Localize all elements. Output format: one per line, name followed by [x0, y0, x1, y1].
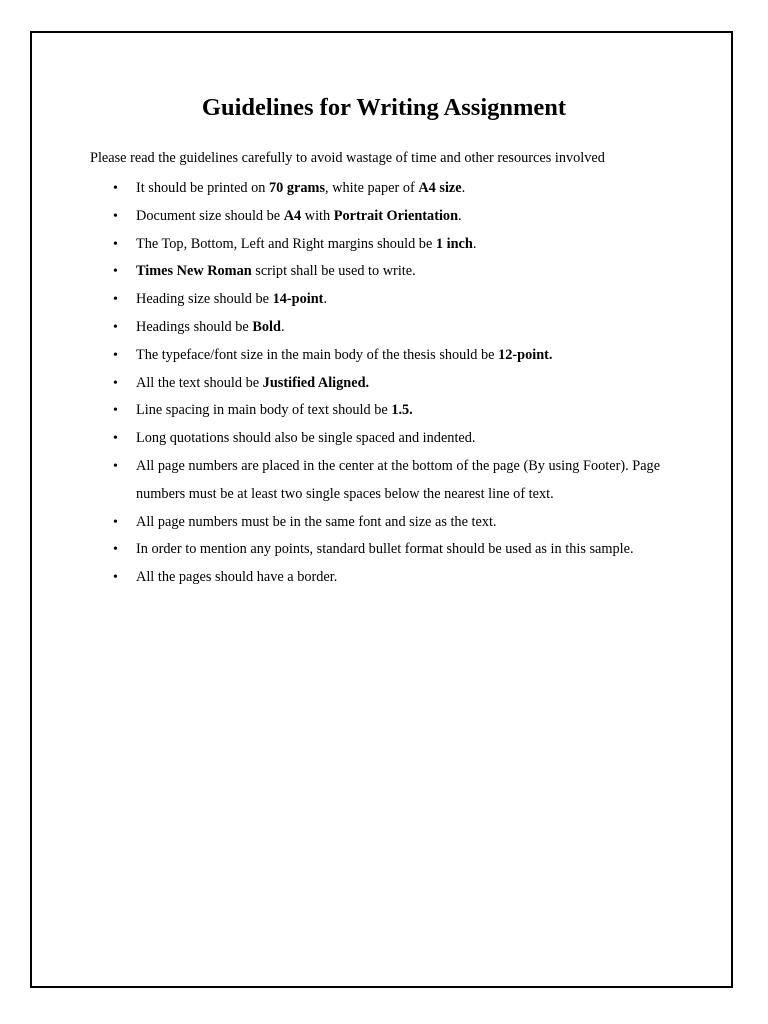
- list-item-text: [136, 402, 413, 418]
- list-item-text: [136, 458, 660, 502]
- text-run: In order to mention any points, standard bullet format should be used as in this sample.: [136, 541, 634, 558]
- bold-text: 14-point: [272, 291, 324, 308]
- bold-text: Portrait Orientation: [333, 207, 459, 224]
- text-run: .: [458, 207, 462, 224]
- text-run: Headings should be: [136, 318, 253, 335]
- text-run: , white paper of: [325, 180, 419, 196]
- text-run: The typeface/font size in the main body of the thesis should be: [136, 346, 499, 363]
- text-run: All the pages should have a border.: [136, 569, 338, 586]
- list-item: [113, 314, 693, 342]
- text-run: .: [323, 291, 328, 308]
- text-run: Long quotations should also be single spaced and indented.: [136, 430, 476, 447]
- list-item: [113, 536, 693, 564]
- text-run: .: [461, 180, 466, 196]
- bold-text: 70 grams: [269, 180, 326, 196]
- bullet-icon: •: [113, 292, 118, 308]
- list-item-text: [136, 430, 476, 446]
- list-item-text: [136, 347, 553, 363]
- list-item: [113, 370, 693, 398]
- bullet-icon: •: [113, 236, 118, 252]
- list-item: [113, 425, 693, 453]
- list-item: [113, 342, 693, 370]
- list-item-text: [136, 208, 462, 224]
- text-run: It should be printed on: [136, 180, 270, 196]
- list-item-text: [136, 236, 476, 252]
- list-item-text: [136, 319, 285, 335]
- text-run: All the text should be: [136, 374, 263, 391]
- bullet-icon: •: [113, 264, 118, 280]
- bold-text: Justified Aligned.: [262, 374, 370, 391]
- intro-paragraph: Please read the guidelines carefully to avoid wastage of time and other resources involved: [90, 150, 605, 166]
- list-item: [113, 231, 693, 259]
- text-run: .: [472, 235, 477, 252]
- list-item: [113, 564, 693, 592]
- bullet-icon: •: [113, 208, 118, 224]
- list-item-text: [136, 375, 369, 391]
- bold-text: Bold: [252, 318, 281, 335]
- list-item: [113, 203, 693, 231]
- bullet-icon: •: [113, 347, 118, 363]
- list-item-text: [136, 569, 337, 585]
- list-item: [113, 453, 693, 509]
- list-item: [113, 397, 693, 425]
- bold-text: A4 size: [418, 180, 462, 196]
- bold-text: Times New Roman: [136, 263, 252, 280]
- guidelines-list: [113, 175, 693, 592]
- list-item: [113, 175, 693, 203]
- list-item-text: [136, 541, 634, 557]
- bullet-icon: •: [113, 542, 118, 558]
- text-run: script shall be used to write.: [251, 263, 416, 280]
- bullet-icon: •: [113, 403, 118, 419]
- text-run: All page numbers must be in the same font and size as the text.: [136, 513, 497, 530]
- bold-text: 1 inch: [435, 235, 473, 252]
- text-run: All page numbers are placed in the center at the bottom of the page (By using Footer). Page numbers must be at least two single spaces below the nearest line of text.: [136, 457, 661, 502]
- bullet-icon: •: [113, 431, 118, 447]
- list-item-text: [136, 514, 497, 530]
- bold-text: 12-point.: [498, 346, 553, 363]
- bullet-icon: •: [113, 570, 118, 586]
- list-item-text: [136, 180, 465, 196]
- bullet-icon: •: [113, 319, 118, 335]
- bullet-icon: •: [113, 181, 118, 196]
- list-item-text: [136, 263, 416, 279]
- text-run: Document size should be: [136, 207, 284, 224]
- document-title: Guidelines for Writing Assignment: [201, 94, 567, 121]
- list-item: [113, 286, 693, 314]
- bold-text: 1.5.: [391, 402, 413, 419]
- bullet-icon: •: [113, 514, 118, 530]
- list-item-text: [136, 291, 327, 307]
- bullet-icon: •: [113, 375, 118, 391]
- list-item: [113, 509, 693, 537]
- bullet-icon: •: [113, 458, 118, 474]
- bold-text: A4: [283, 207, 302, 224]
- list-item: [113, 258, 693, 286]
- text-run: Line spacing in main body of text should be: [136, 402, 392, 419]
- text-run: .: [280, 318, 285, 335]
- text-run: with: [301, 207, 334, 224]
- text-run: Heading size should be: [136, 291, 273, 308]
- text-run: The Top, Bottom, Left and Right margins should be: [136, 235, 436, 252]
